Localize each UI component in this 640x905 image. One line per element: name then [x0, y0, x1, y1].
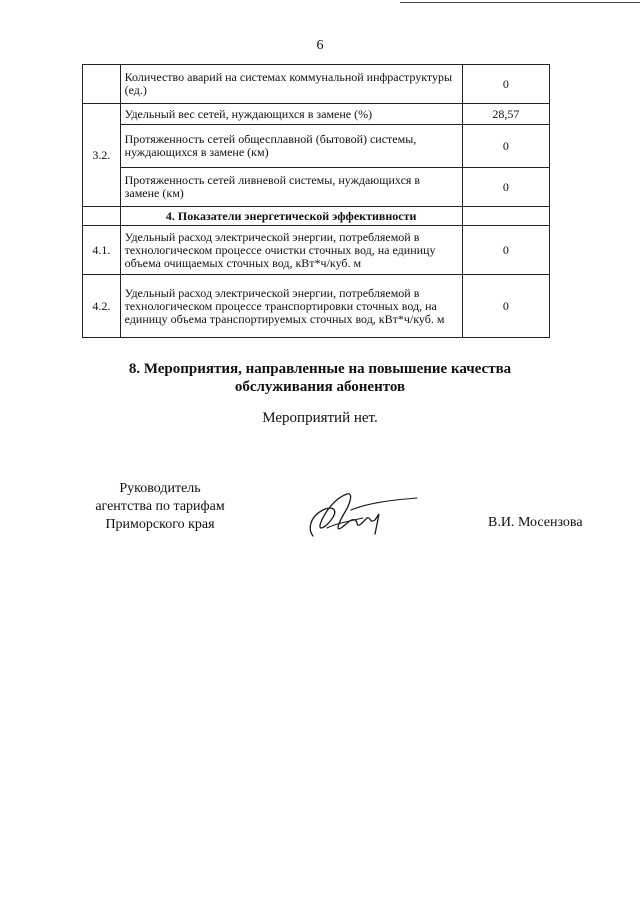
signer-position-line: Руководитель — [119, 481, 201, 496]
indicator-name: Удельный расход электрической энергии, потребляемой в технологическом процессе очистки сточных вод, на единицу объема очищаемых сточных вод, кВт*ч/куб. м — [120, 226, 462, 275]
section-row — [83, 207, 550, 226]
row-number: 4.2. — [83, 275, 121, 338]
row-number — [83, 207, 121, 226]
indicator-name: Протяженность сетей ливневой системы, нуждающихся в замене (км) — [120, 168, 462, 207]
table-row — [83, 168, 550, 207]
indicator-value: 0 — [462, 226, 549, 275]
page-number: 6 — [316, 38, 324, 53]
indicator-value — [462, 207, 549, 226]
top-rule — [400, 2, 640, 3]
row-number: 4.1. — [83, 226, 121, 275]
indicator-name: Количество аварий на системах коммунальной инфраструктуры (ед.) — [120, 65, 462, 104]
section-title: 4. Показатели энергетической эффективности — [120, 207, 462, 226]
section-heading-line: обслуживания абонентов — [234, 379, 406, 395]
table-row — [83, 226, 550, 275]
indicator-value: 0 — [462, 125, 549, 168]
table-row — [83, 65, 550, 104]
signer-name: В.И. Мосензова — [488, 515, 583, 530]
table-row — [83, 104, 550, 125]
indicator-value: 28,57 — [462, 104, 549, 125]
row-number: 3.2. — [83, 104, 121, 207]
no-measures-text: Мероприятий нет. — [262, 410, 378, 426]
signer-position-line: агентства по тарифам — [95, 499, 225, 514]
indicators-table — [82, 64, 550, 338]
indicator-name: Удельный вес сетей, нуждающихся в замене (%) — [120, 104, 462, 125]
indicator-value: 0 — [462, 65, 549, 104]
handwritten-signature — [305, 488, 420, 543]
signer-position-line: Приморского края — [105, 517, 215, 532]
indicator-name: Удельный расход электрической энергии, потребляемой в технологическом процессе транспортировки сточных вод, на единицу объема транспортируемых сточных вод, кВт*ч/куб. м — [120, 275, 462, 338]
table-row — [83, 125, 550, 168]
indicator-value: 0 — [462, 275, 549, 338]
section-heading-line: 8. Мероприятия, направленные на повышение качества — [128, 361, 512, 377]
signer-position — [70, 480, 250, 534]
section-heading — [0, 360, 640, 396]
indicator-value: 0 — [462, 168, 549, 207]
indicator-name: Протяженность сетей общесплавной (бытовой) системы, нуждающихся в замене (км) — [120, 125, 462, 168]
table-row — [83, 275, 550, 338]
row-number — [83, 65, 121, 104]
